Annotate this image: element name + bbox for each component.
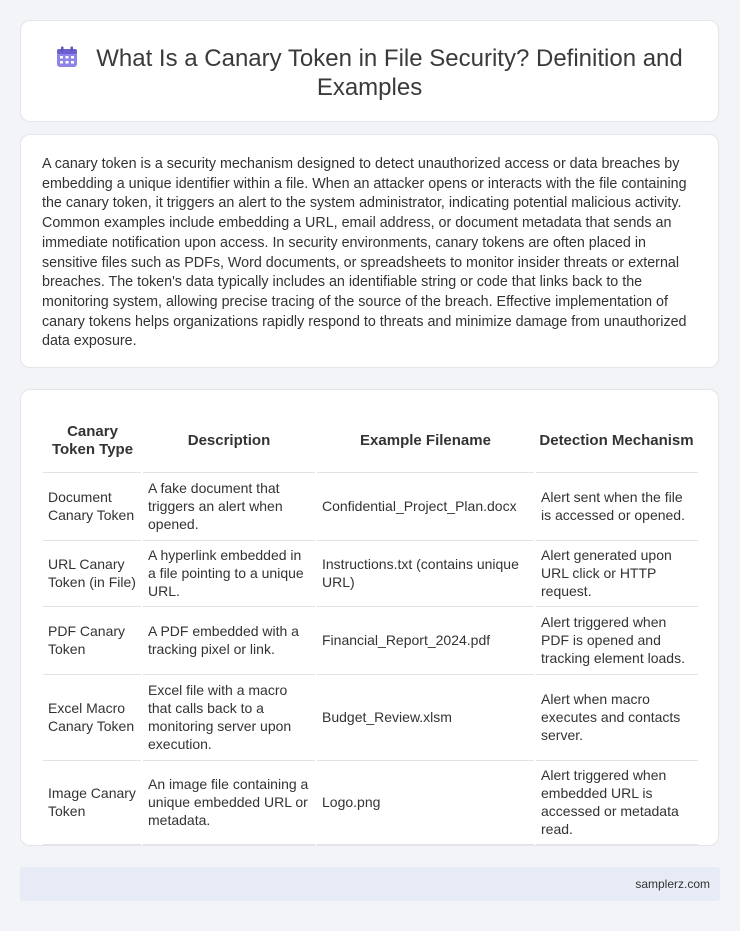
- table-cell: A PDF embedded with a tracking pixel or link.: [142, 606, 316, 674]
- footer-site-link[interactable]: samplerz.com: [635, 877, 710, 891]
- column-header: Canary Token Type: [43, 410, 142, 472]
- table-row: [43, 606, 698, 674]
- table-cell: Budget_Review.xlsm: [316, 674, 535, 760]
- page-title-text: What Is a Canary Token in File Security? Definition and Examples: [96, 45, 683, 101]
- table-cell: URL Canary Token (in File): [43, 540, 142, 606]
- table-cell: Alert sent when the file is accessed or opened.: [535, 472, 698, 540]
- table-cell: Alert triggered when PDF is opened and tracking element loads.: [535, 606, 698, 674]
- column-header: Example Filename: [316, 410, 535, 472]
- table-cell: Confidential_Project_Plan.docx: [316, 472, 535, 540]
- table-row: [43, 540, 698, 606]
- canary-token-table: [43, 410, 698, 845]
- table-cell: A hyperlink embedded in a file pointing to a unique URL.: [142, 540, 316, 606]
- table-row: [43, 472, 698, 540]
- table-cell: Alert triggered when embedded URL is accessed or metadata read.: [535, 760, 698, 844]
- table-cell: Logo.png: [316, 760, 535, 844]
- table-row: [43, 674, 698, 760]
- table-card: [20, 389, 719, 846]
- table-cell: An image file containing a unique embedded URL or metadata.: [142, 760, 316, 844]
- table-cell: Instructions.txt (contains unique URL): [316, 540, 535, 606]
- column-header: Detection Mechanism: [535, 410, 698, 472]
- calendar-icon: [56, 46, 78, 68]
- table-cell: Alert when macro executes and contacts server.: [535, 674, 698, 760]
- footer: [20, 867, 720, 901]
- page-title: [21, 44, 718, 102]
- table-cell: Image Canary Token: [43, 760, 142, 844]
- intro-paragraph: A canary token is a security mechanism designed to detect unauthorized access or data breaches by embedding a unique identifier within a file. When an attacker opens or interacts with the file containing the canary token, it triggers an alert to the system administrator, indicating potential malicious activity. Common examples include embedding a URL, email address, or document metadata that sends an immediate notification upon access. In security environments, canary tokens are often placed in sensitive files such as PDFs, Word documents, or spreadsheets to monitor insider threats or external breaches. The token's data typically includes an identifiable string or code that links back to the monitoring system, allowing precise tracing of the source of the breach. Effective implementation of canary tokens helps organizations rapidly respond to threats and minimize damage from unauthorized data exposure.: [42, 156, 687, 350]
- intro-card: [20, 134, 719, 368]
- table-header-row: [43, 410, 698, 472]
- table-row: [43, 760, 698, 844]
- table-cell: Alert generated upon URL click or HTTP request.: [535, 540, 698, 606]
- title-card: [20, 20, 719, 122]
- table-cell: Excel file with a macro that calls back to a monitoring server upon execution.: [142, 674, 316, 760]
- column-header: Description: [142, 410, 316, 472]
- table-cell: A fake document that triggers an alert when opened.: [142, 472, 316, 540]
- table-cell: Financial_Report_2024.pdf: [316, 606, 535, 674]
- table-cell: Excel Macro Canary Token: [43, 674, 142, 760]
- table-cell: Document Canary Token: [43, 472, 142, 540]
- table-cell: PDF Canary Token: [43, 606, 142, 674]
